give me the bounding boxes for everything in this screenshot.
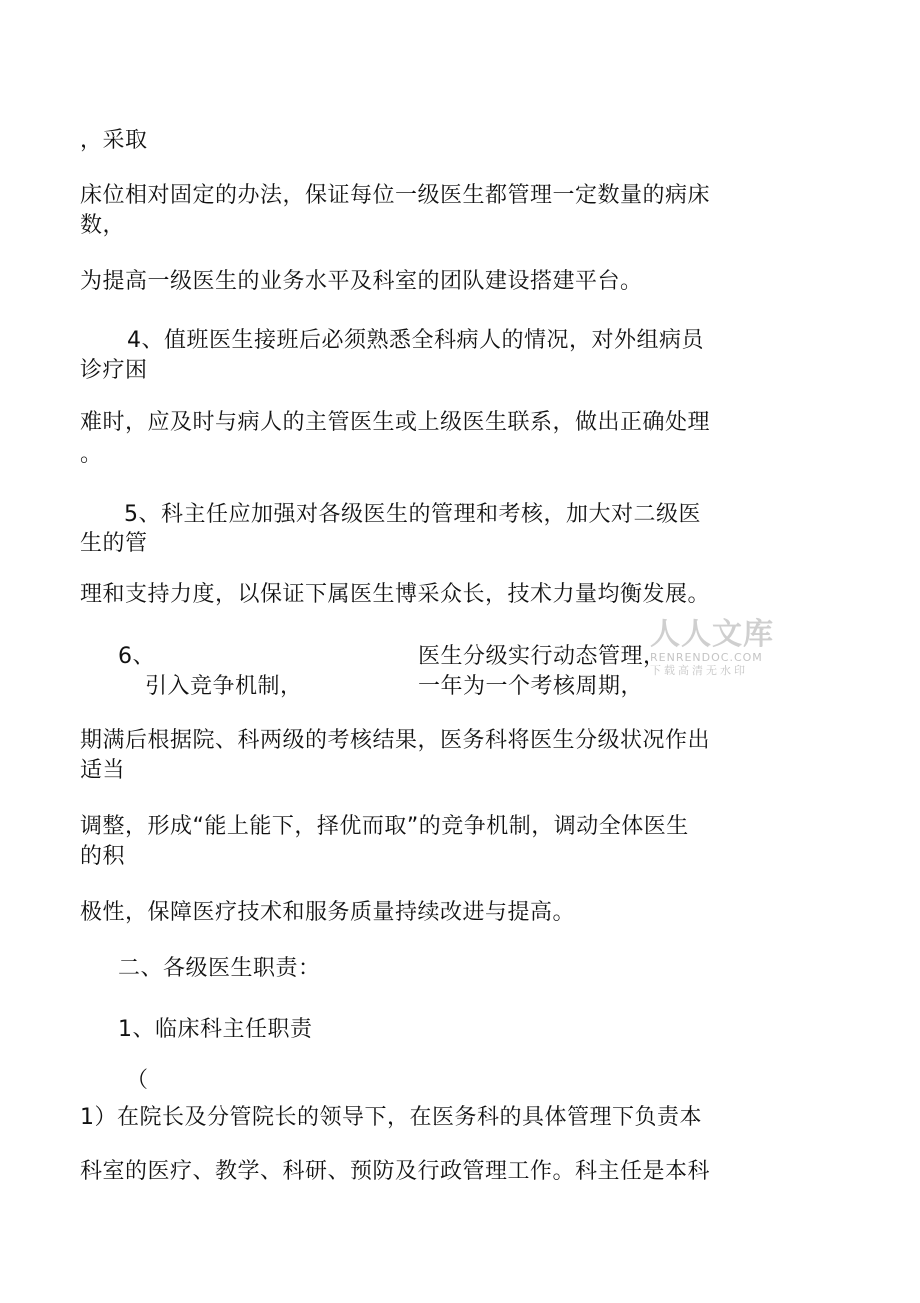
text-line: 难时，应及时与病人的主管医生或上级医生联系，做出正确处理 — [80, 410, 711, 435]
watermark-title: 人人文库 — [650, 617, 774, 652]
text-line: 为提高一级医生的业务水平及科室的团队建设搭建平台。 — [80, 269, 643, 294]
text-line: 数， — [80, 213, 126, 238]
text-line: 医生分级实行动态管理， — [418, 644, 666, 669]
text-line: 诊疗困 — [80, 358, 148, 383]
subsection-heading: 1、临床科主任职责 — [118, 1017, 313, 1042]
watermark-site: RENRENDOC.COM — [650, 651, 763, 664]
watermark-logo — [650, 618, 775, 677]
text-line: 引入竞争机制， — [145, 674, 303, 699]
text-line: 1）在院长及分管院长的领导下，在医务科的具体管理下负责本 — [80, 1105, 702, 1130]
text-line: 生的管 — [80, 531, 148, 556]
text-line: 适当 — [80, 758, 126, 783]
text-line: 5、科主任应加强对各级医生的管理和考核，加大对二级医 — [124, 502, 701, 527]
text-line: 期满后根据院、科两级的考核结果，医务科将医生分级状况作出 — [80, 728, 711, 753]
text-line: 。 — [80, 442, 103, 467]
text-line: 4、值班医生接班后必须熟悉全科病人的情况，对外组病员 — [127, 328, 704, 353]
watermark-subtitle: 下载高清无水印 — [650, 664, 748, 677]
text-line: 理和支持力度，以保证下属医生博采众长，技术力量均衡发展。 — [80, 582, 711, 607]
text-line: 极性，保障医疗技术和服务质量持续改进与提高。 — [80, 900, 576, 925]
section-heading: 二、各级医生职责： — [118, 956, 321, 981]
text-line: 床位相对固定的办法，保证每位一级医生都管理一定数量的病床 — [80, 183, 711, 208]
text-line: ，采取 — [80, 128, 148, 153]
text-line: 的积 — [80, 844, 126, 869]
text-line: （ — [126, 1068, 149, 1093]
text-line: 调整，形成“能上能下，择优而取”的竞争机制，调动全体医生 — [80, 814, 689, 839]
text-line: 科室的医疗、教学、科研、预防及行政管理工作。科主任是本科 — [80, 1159, 711, 1184]
text-line: 6、 — [118, 644, 155, 669]
text-line: 一年为一个考核周期， — [418, 674, 644, 699]
